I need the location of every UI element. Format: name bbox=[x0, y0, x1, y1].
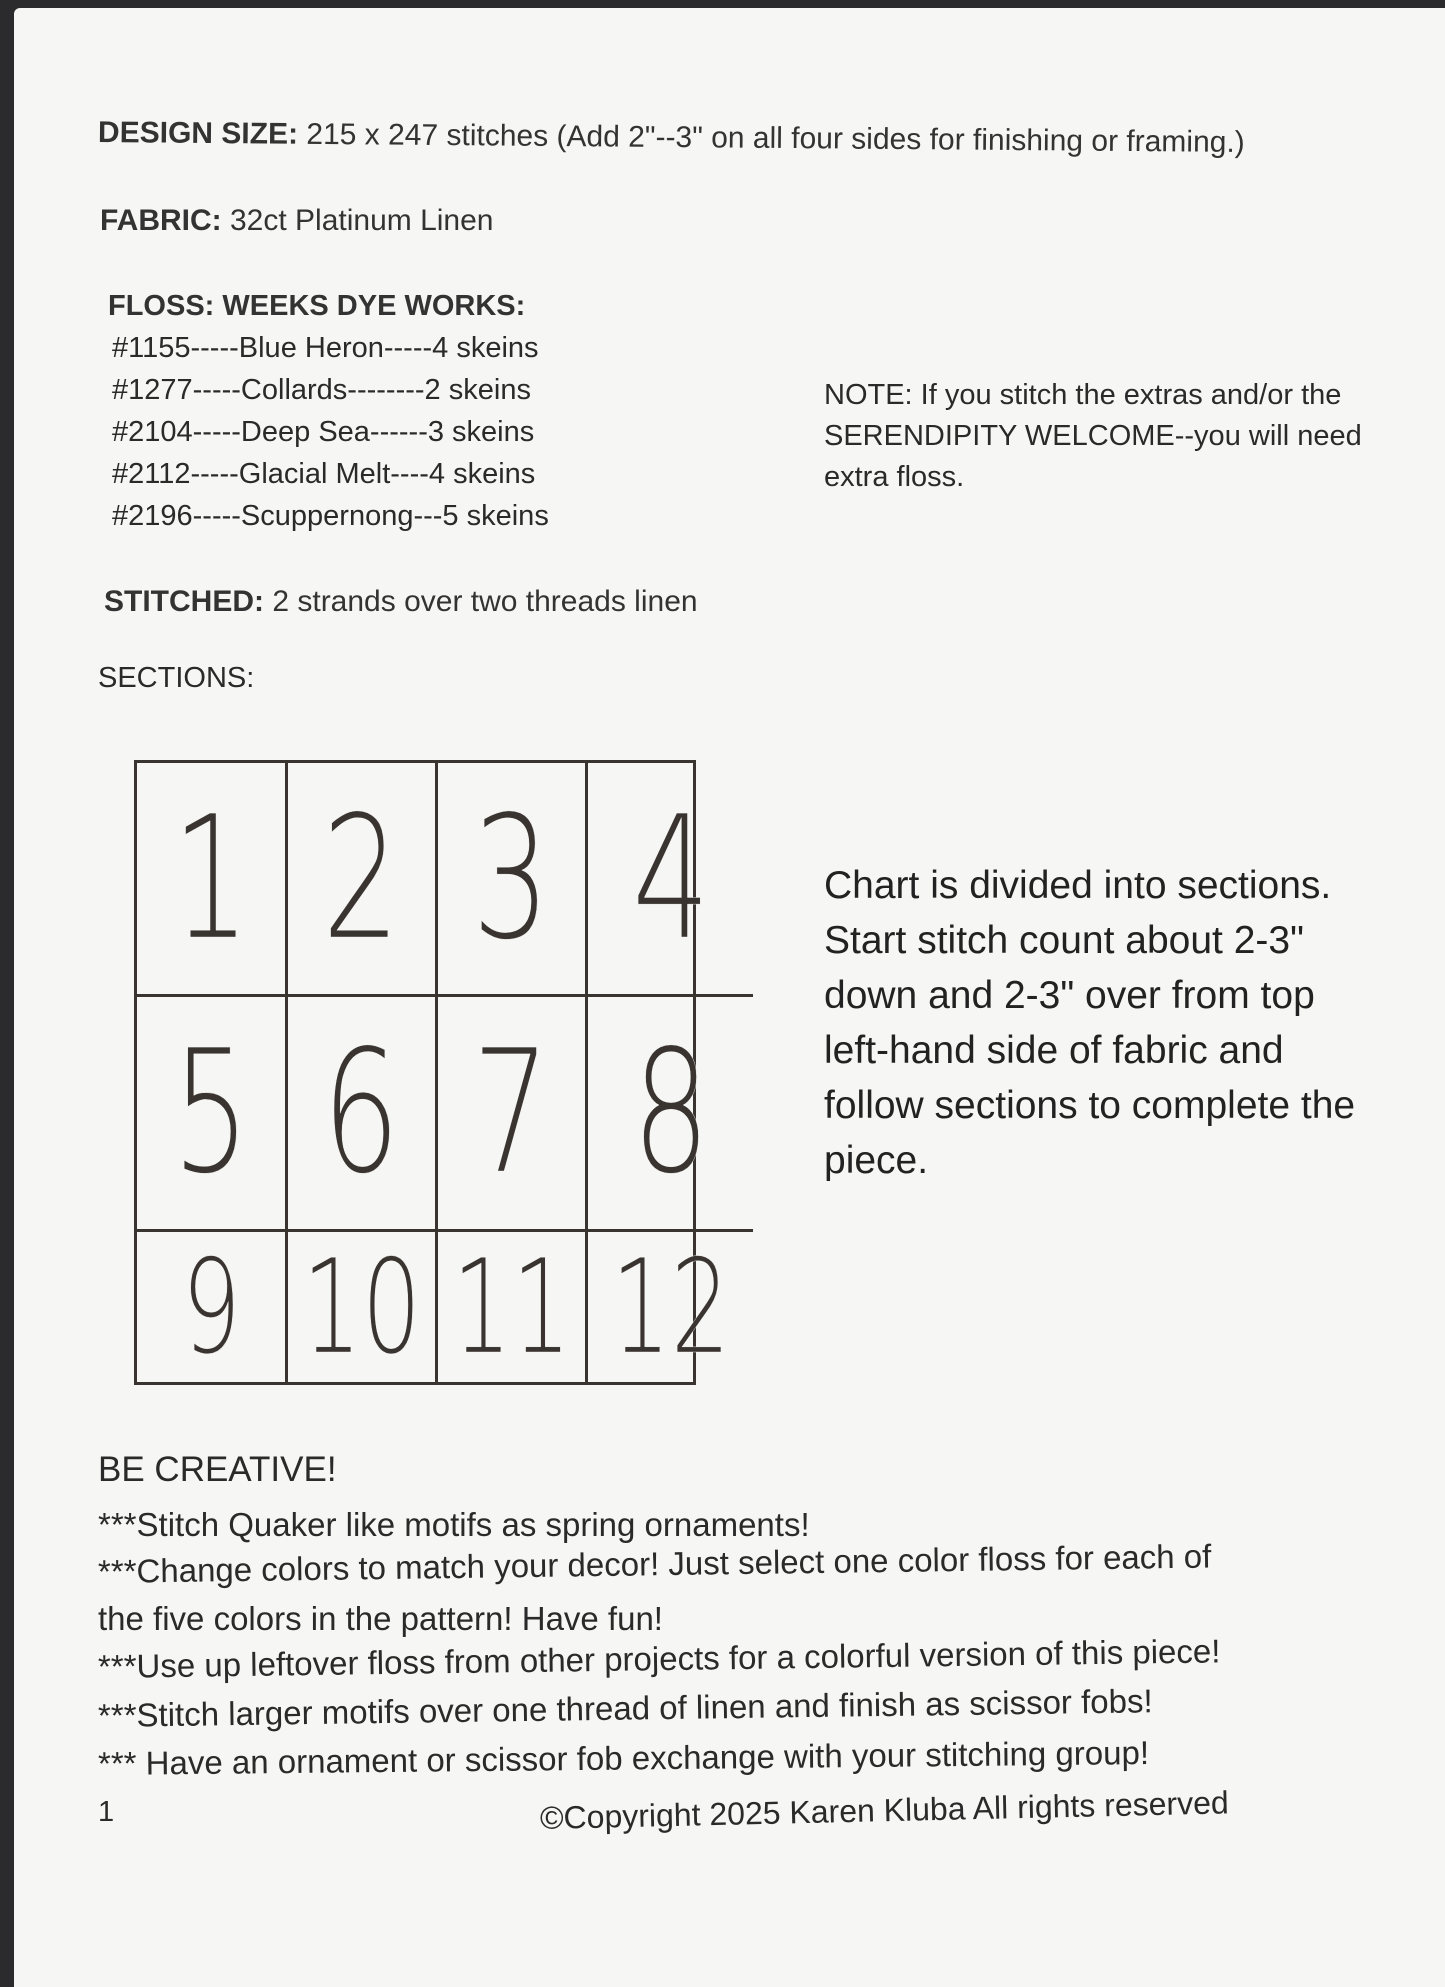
fabric-label: FABRIC: bbox=[100, 204, 222, 237]
floss-item: #1277-----Collards--------2 skeins bbox=[112, 374, 531, 406]
design-size-value: 215 x 247 stitches (Add 2"--3" on all four sides for finishing or framing.) bbox=[297, 117, 1245, 160]
be-creative-line: ***Stitch larger motifs over one thread of linen and finish as scissor fobs! bbox=[97, 1682, 1153, 1734]
section-cell-7: 7 bbox=[438, 997, 588, 1232]
be-creative-line: ***Use up leftover floss from other projects for a colorful version of this piece! bbox=[97, 1632, 1221, 1685]
note-text: NOTE: If you stitch the extras and/or the SERENDIPITY WELCOME--you will need extra floss. bbox=[824, 379, 1362, 493]
be-creative-title: BE CREATIVE! bbox=[98, 1450, 337, 1489]
sections-label: SECTIONS: bbox=[98, 662, 255, 694]
floss-item: #2104-----Deep Sea------3 skeins bbox=[112, 416, 535, 448]
floss-item: #2196-----Scuppernong---5 skeins bbox=[112, 500, 549, 532]
section-cell-4: 4 bbox=[588, 763, 753, 997]
copyright-notice: ©Copyright 2025 Karen Kluba All rights reserved bbox=[539, 1784, 1230, 1836]
stitched-line bbox=[104, 585, 698, 619]
be-creative-line: the five colors in the pattern! Have fun! bbox=[98, 1600, 663, 1637]
fabric-value: 32ct Platinum Linen bbox=[221, 204, 494, 237]
section-cell-11: 11 bbox=[438, 1232, 588, 1382]
section-cell-2: 2 bbox=[288, 763, 438, 997]
be-creative-line: ***Change colors to match your decor! Just select one color floss for each of bbox=[97, 1537, 1212, 1590]
section-cell-10: 10 bbox=[288, 1232, 438, 1382]
floss-item: #2112-----Glacial Melt----4 skeins bbox=[112, 458, 536, 490]
section-cell-5: 5 bbox=[137, 997, 288, 1232]
section-cell-6: 6 bbox=[288, 997, 438, 1232]
chart-description: Chart is divided into sections. Start stitch count about 2-3" down and 2-3" over from top left-hand side of fabric and follow sections to complete the piece. bbox=[824, 864, 1356, 1182]
floss-item: #1155-----Blue Heron-----4 skeins bbox=[112, 332, 539, 364]
design-size-label: DESIGN SIZE: bbox=[97, 116, 299, 151]
stitched-value: 2 strands over two threads linen bbox=[264, 585, 698, 618]
sections-grid bbox=[134, 760, 731, 1385]
floss-header: FLOSS: WEEKS DYE WORKS: bbox=[108, 290, 526, 322]
section-cell-12: 12 bbox=[611, 1231, 731, 1383]
section-cell-9: 9 bbox=[137, 1232, 288, 1382]
stitched-label: STITCHED: bbox=[104, 585, 264, 618]
section-cell-8: 8 bbox=[588, 997, 753, 1232]
be-creative-line: ***Stitch Quaker like motifs as spring ornaments! bbox=[98, 1506, 810, 1543]
section-cell-3: 3 bbox=[438, 763, 588, 997]
section-cell-1: 1 bbox=[137, 763, 288, 997]
page-number: 1 bbox=[98, 1796, 115, 1828]
be-creative-line: *** Have an ornament or scissor fob exchange with your stitching group! bbox=[97, 1733, 1150, 1782]
fabric-line bbox=[100, 204, 494, 238]
